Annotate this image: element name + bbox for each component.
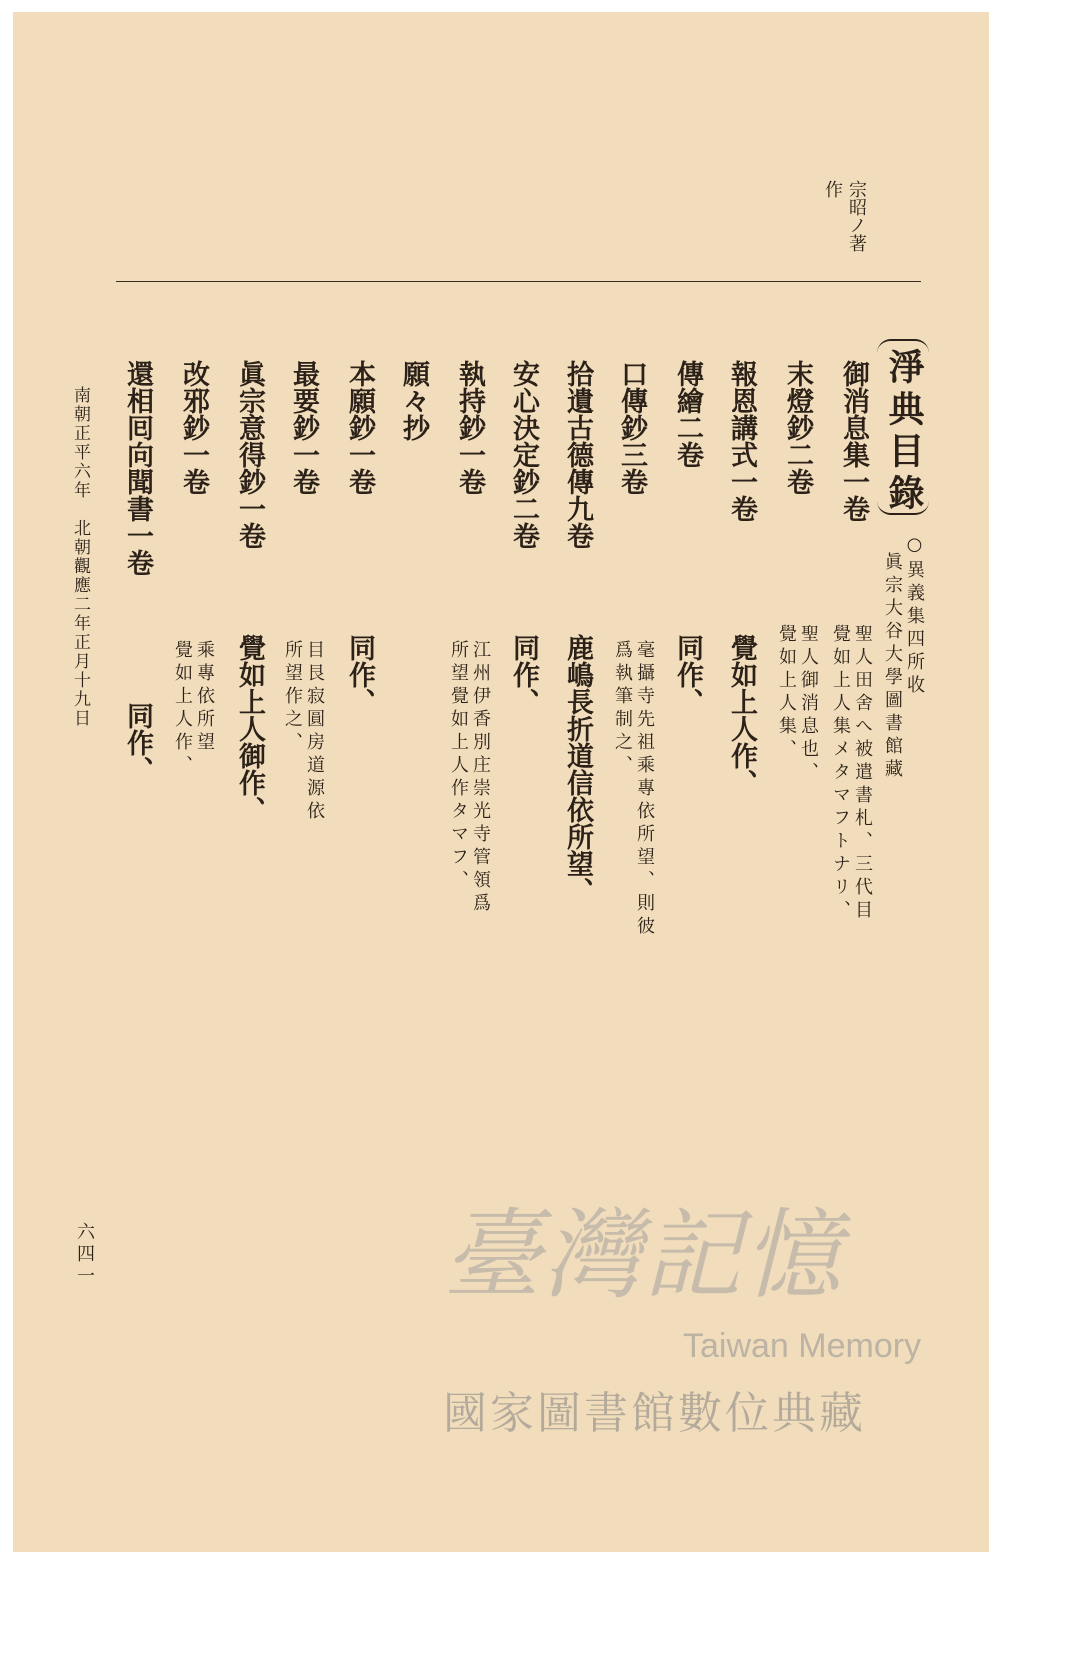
entry-note-10a: 同作、 xyxy=(344,634,375,715)
entry-note-13b: 覺如上人作、 xyxy=(172,640,193,778)
entry-note-4a: 同作、 xyxy=(672,634,703,715)
entry-title-2: 末燈鈔二卷 xyxy=(782,360,813,495)
entry-note-13a: 乘專依所望 xyxy=(194,640,215,755)
header-note-line-1: 宗昭ノ著 xyxy=(846,180,867,252)
entry-note-11b: 所望作之、 xyxy=(282,640,303,755)
watermark-logo: 臺灣記憶 xyxy=(443,1199,844,1313)
entry-note-2b: 覺如上人集、 xyxy=(776,624,797,762)
entry-note-1b: 覺如上人集メタマフトナリ、 xyxy=(830,624,851,923)
entry-title-13: 改邪鈔一卷 xyxy=(178,360,209,495)
entry-note-8b: 所望覺如上人作タマフ、 xyxy=(448,640,469,893)
entry-title-9: 願々抄 xyxy=(398,360,429,441)
entry-title-14: 還相囘向聞書一卷 xyxy=(122,360,153,576)
entry-title-6: 拾遺古德傳九卷 xyxy=(562,360,593,549)
entry-note-2a: 聖人御消息也、 xyxy=(798,624,819,785)
entry-note-5b: 爲執筆制之、 xyxy=(612,640,633,778)
entry-title-11: 最要鈔一卷 xyxy=(288,360,319,495)
entry-note-7a: 同作、 xyxy=(508,634,539,715)
header-note xyxy=(845,180,867,252)
page-number: 六四一 xyxy=(74,1222,95,1288)
entry-note-11a: 目艮寂圓房道源依 xyxy=(304,640,325,824)
watermark-chinese: 國家圖書館數位典藏 xyxy=(443,1388,866,1439)
book-page xyxy=(13,12,989,1552)
entry-note-14a: 同作、 xyxy=(122,702,153,783)
source-note-line-2: 眞宗大谷大學圖書館藏 xyxy=(882,552,903,782)
entry-note-8a: 江州伊香別庄崇光寺管領爲 xyxy=(470,640,491,916)
entry-title-4: 傳繪二卷 xyxy=(672,360,703,468)
entry-title-3: 報恩講式一卷 xyxy=(726,360,757,522)
entry-note-3a: 覺如上人作、 xyxy=(726,634,757,796)
footer-date: 南朝正平六年 北朝觀應二年正月十九日 xyxy=(70,386,90,728)
entry-note-12a: 覺如上人御作、 xyxy=(234,634,265,823)
header-note-2 xyxy=(821,180,843,198)
entry-note-1a: 聖人田舍へ被遣書札、三代目 xyxy=(852,624,873,923)
horizontal-rule xyxy=(116,281,921,282)
source-note-line-1: ○異義集四所收 xyxy=(904,534,925,698)
entry-title-10: 本願鈔一卷 xyxy=(344,360,375,495)
watermark xyxy=(433,1177,953,1547)
entry-title-8: 執持鈔一卷 xyxy=(454,360,485,495)
entry-title-1: 御消息集一卷 xyxy=(838,360,869,522)
entry-title-5: 口傳鈔三卷 xyxy=(616,360,647,495)
entry-note-6a: 鹿嶋長折道信依所望、 xyxy=(562,634,593,904)
entry-title-7: 安心決定鈔二卷 xyxy=(508,360,539,549)
section-heading: 淨典目錄 xyxy=(883,348,925,516)
entry-title-12: 眞宗意得鈔一卷 xyxy=(234,360,265,549)
entry-note-5a: 毫攝寺先祖乘專依所望、則彼 xyxy=(634,640,655,939)
watermark-english: Taiwan Memory xyxy=(683,1327,922,1365)
header-note-line-2: 作 xyxy=(822,180,843,198)
